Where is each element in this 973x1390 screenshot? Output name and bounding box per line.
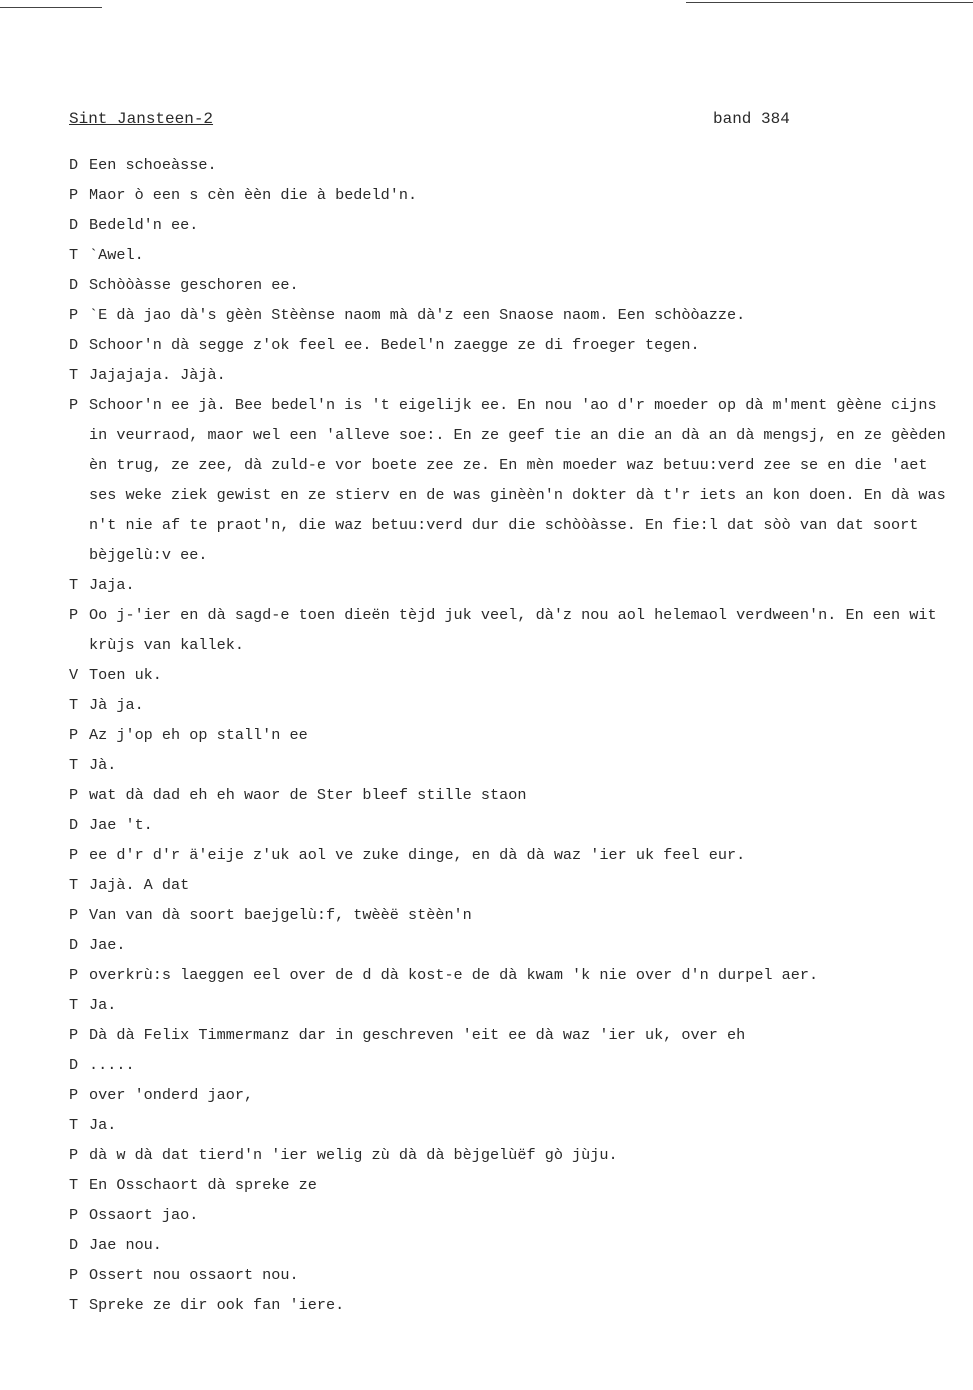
utterance-text: Een schoeàsse. [89,156,217,174]
utterance-text: Jae. [89,936,126,954]
transcript-turn [69,1050,959,1080]
utterance-text: Ossert nou ossaort nou. [89,1266,299,1284]
speaker-label: T [69,1116,79,1134]
utterance-text: over 'onderd jaor, [89,1086,254,1104]
speaker-label: P [69,726,79,744]
transcript-turn [69,570,959,600]
transcript-turn [69,1080,959,1110]
band-number: band 384 [713,110,790,128]
speaker-label: V [69,666,79,684]
utterance-text: wat dà dad eh eh waor de Ster bleef stille staon [89,786,527,804]
utterance-text: Toen uk. [89,666,162,684]
utterance-text: `E dà jao dà's gèèn Stèènse naom mà dà'z een Snaose naom. Een schòòazze. [89,306,746,324]
utterance-text: Jajà. A dat [89,876,190,894]
transcript-turn [69,1230,959,1260]
utterance-text: Jae nou. [89,1236,162,1254]
speaker-label: P [69,1146,79,1164]
transcript-turn [69,1200,959,1230]
utterance-text: ..... [89,1056,135,1074]
utterance-text: dà w dà dat tierd'n 'ier welig zù dà dà bèjgelùëf gò jùju. [89,1146,618,1164]
utterance-text: Jajajaja. Jàjà. [89,366,226,384]
transcript-turn [69,210,959,240]
transcript-turn [69,1140,959,1170]
transcript-turn [69,360,959,390]
transcript-turn [69,750,959,780]
speaker-label: T [69,576,79,594]
utterance-text: Dà dà Felix Timmermanz dar in geschreven 'eit ee dà waz 'ier uk, over eh [89,1026,746,1044]
top-rule-right [686,2,973,3]
speaker-label: T [69,366,79,384]
transcript-turn [69,1290,959,1320]
utterance-text: Jaja. [89,576,135,594]
utterance-text: `Awel. [89,246,144,264]
utterance-text: ee d'r d'r ä'eije z'uk aol ve zuke dinge, en dà dà waz 'ier uk feel eur. [89,846,746,864]
transcript-turn [69,930,959,960]
utterance-text: Bedeld'n ee. [89,216,199,234]
transcript-turn [69,390,959,570]
transcript-turn [69,150,959,180]
transcript-turn [69,300,959,330]
speaker-label: P [69,306,79,324]
speaker-label: T [69,996,79,1014]
transcript-turn [69,600,959,660]
speaker-label: T [69,876,79,894]
utterance-text: En Osschaort dà spreke ze [89,1176,317,1194]
utterance-text: Ja. [89,1116,117,1134]
utterance-text: Maor ò een s cèn èèn die à bedeld'n. [89,186,418,204]
transcript-turn [69,1110,959,1140]
utterance-text: Ossaort jao. [89,1206,199,1224]
transcript-turn [69,180,959,210]
speaker-label: P [69,846,79,864]
transcript-turn [69,780,959,810]
transcript-turn [69,870,959,900]
transcript-turn [69,660,959,690]
utterance-text: Schòòàsse geschoren ee. [89,276,299,294]
utterance-text: Jae 't. [89,816,153,834]
speaker-label: D [69,1056,79,1074]
utterance-text: Van van dà soort baejgelù:f, twèèë stèèn'n [89,906,472,924]
speaker-label: P [69,1086,79,1104]
speaker-label: D [69,936,79,954]
speaker-label: P [69,1206,79,1224]
transcript-turn [69,1170,959,1200]
utterance-text: Ja. [89,996,117,1014]
speaker-label: D [69,336,79,354]
speaker-label: P [69,186,79,204]
transcript-turn [69,840,959,870]
transcript-turn [69,810,959,840]
utterance-text: Az j'op eh op stall'n ee [89,726,308,744]
page-header [69,110,829,134]
speaker-label: P [69,1026,79,1044]
speaker-label: P [69,786,79,804]
speaker-label: P [69,966,79,984]
speaker-label: P [69,1266,79,1284]
speaker-label: T [69,696,79,714]
transcript-turn [69,690,959,720]
utterance-text: overkrù:s laeggen eel over de d dà kost-e de dà kwam 'k nie over d'n durpel aer. [89,966,819,984]
transcript-turn [69,720,959,750]
document-title: Sint Jansteen-2 [69,110,214,128]
utterance-text: Spreke ze dir ook fan 'iere. [89,1296,345,1314]
speaker-label: T [69,1176,79,1194]
speaker-label: T [69,1296,79,1314]
utterance-text: Jà. [89,756,117,774]
speaker-label: P [69,606,79,624]
transcript-turn [69,990,959,1020]
top-rule-left [0,7,102,8]
transcript-turn [69,1020,959,1050]
speaker-label: D [69,1236,79,1254]
speaker-label: P [69,906,79,924]
speaker-label: D [69,156,79,174]
speaker-label: T [69,756,79,774]
speaker-label: T [69,246,79,264]
utterance-text: Schoor'n ee jà. Bee bedel'n is 't eigelijk ee. En nou 'ao d'r moeder op dà m'ment gèène cijns in veurraod, maor wel een 'alleve soe:. En ze geef tie an die an dà an dà mengsj, en ze gèèden èn trug, ze zee, dà zuld-e vor boete zee ze. En mèn moeder waz betuu:verd zee se en die 'aet ses weke ziek gewist en ze stierv en de was ginèèn'n dokter dà t'r iets an kon doen. En dà was n't nie af te praot'n, die waz betuu:verd dur die schòòàsse. En fie:l dat sòò van dat soort bèjgelù:v ee. [89,396,955,564]
utterance-text: Oo j-'ier en dà sagd-e toen dieën tèjd juk veel, dà'z nou aol helemaol verdween'n. En een wit krùjs van kallek. [89,606,946,654]
transcript-turn [69,240,959,270]
speaker-label: D [69,276,79,294]
speaker-label: P [69,396,79,414]
transcript-turn [69,270,959,300]
transcript-turn [69,960,959,990]
speaker-label: D [69,816,79,834]
transcript-turn [69,900,959,930]
speaker-label: D [69,216,79,234]
transcript-turn [69,330,959,360]
transcript-turn [69,1260,959,1290]
utterance-text: Jà ja. [89,696,144,714]
transcript [69,150,959,1320]
utterance-text: Schoor'n dà segge z'ok feel ee. Bedel'n zaegge ze di froeger tegen. [89,336,700,354]
